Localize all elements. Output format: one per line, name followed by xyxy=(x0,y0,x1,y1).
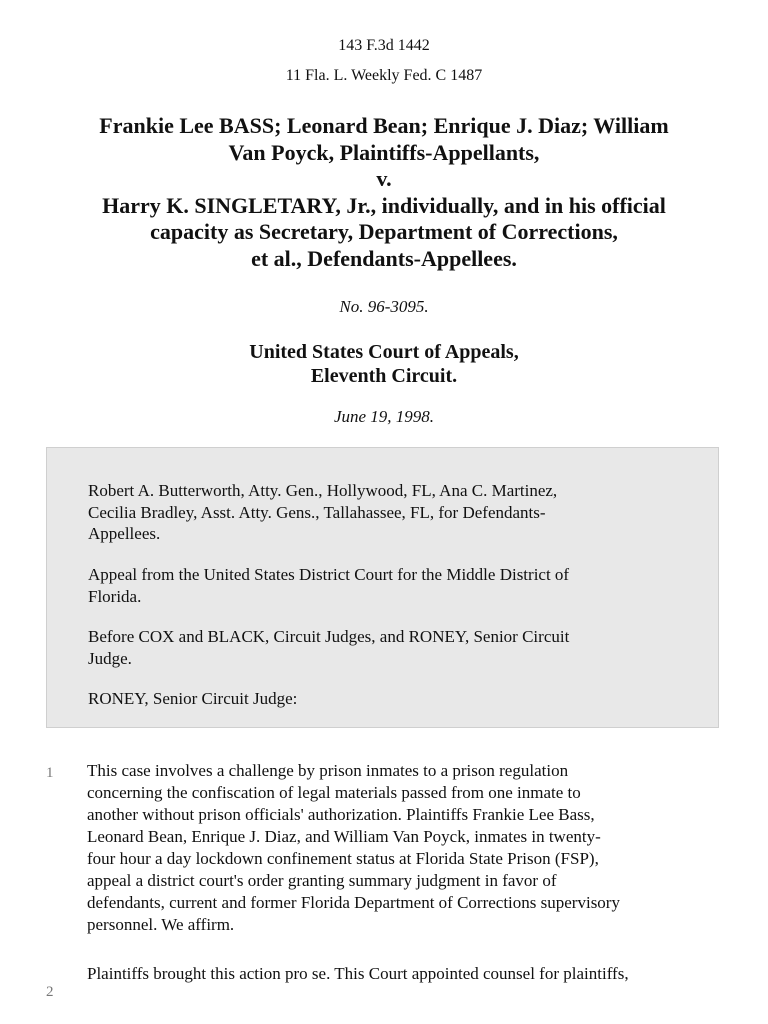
docket-number: No. 96-3095. xyxy=(339,297,429,316)
caption-line: Van Poyck, Plaintiffs-Appellants, xyxy=(228,139,540,165)
caption-line: Harry K. SINGLETARY, Jr., individually, and in his official xyxy=(102,192,666,218)
caption-line: capacity as Secretary, Department of Corrections, xyxy=(150,219,618,244)
text-line: Robert A. Butterworth, Atty. Gen., Hollywood, FL, Ana C. Martinez, xyxy=(88,481,558,500)
text-line: Leonard Bean, Enrique J. Diaz, and William Van Poyck, inmates in twenty- xyxy=(87,827,601,846)
text-line: Florida. xyxy=(88,586,142,606)
text-line: four hour a day lockdown confinement status at Florida State Prison (FSP), xyxy=(87,849,599,868)
citation-reporter: 143 F.3d 1442 xyxy=(338,37,430,54)
opinion-paragraph xyxy=(87,760,727,936)
panel-paragraph xyxy=(88,626,678,669)
opinion-paragraph xyxy=(87,963,727,985)
paragraph-number: 2 xyxy=(46,984,54,1000)
appeal-paragraph xyxy=(88,564,678,607)
text-line: appeal a district court's order granting summary judgment in favor of xyxy=(87,871,557,890)
counsel-paragraph xyxy=(88,480,678,545)
text-line: Plaintiffs brought this action pro se. This Court appointed counsel for plaintiffs, xyxy=(87,964,629,983)
caption-line: Frankie Lee BASS; Leonard Bean; Enrique J. Diaz; William xyxy=(99,113,669,138)
text-line: concerning the confiscation of legal materials passed from one inmate to xyxy=(87,783,581,802)
court-name xyxy=(0,340,768,388)
text-line: another without prison officials' authorization. Plaintiffs Frankie Lee Bass, xyxy=(87,805,595,824)
headnote-box xyxy=(46,447,719,728)
text-line: This case involves a challenge by prison inmates to a prison regulation xyxy=(87,761,569,780)
caption-line: et al., Defendants-Appellees. xyxy=(251,245,517,271)
text-line: Before COX and BLACK, Circuit Judges, and RONEY, Senior Circuit xyxy=(88,627,570,646)
text-line: Appellees. xyxy=(88,524,161,543)
text-line: Judge. xyxy=(88,648,132,668)
text-line: Appeal from the United States District Court for the Middle District of xyxy=(88,565,570,584)
court-line: United States Court of Appeals, xyxy=(249,341,519,363)
text-line: defendants, current and former Florida Department of Corrections supervisory xyxy=(87,893,620,912)
case-caption xyxy=(40,113,728,272)
citation-weekly: 11 Fla. L. Weekly Fed. C 1487 xyxy=(285,67,483,84)
court-line: Eleventh Circuit. xyxy=(310,365,458,387)
caption-line: v. xyxy=(376,166,392,191)
decision-date: June 19, 1998. xyxy=(333,407,435,426)
paragraph-number: 1 xyxy=(46,765,54,781)
opinion-author: RONEY, Senior Circuit Judge: xyxy=(88,689,298,708)
text-line: Cecilia Bradley, Asst. Atty. Gens., Tallahassee, FL, for Defendants- xyxy=(88,502,546,522)
text-line: personnel. We affirm. xyxy=(87,915,235,934)
